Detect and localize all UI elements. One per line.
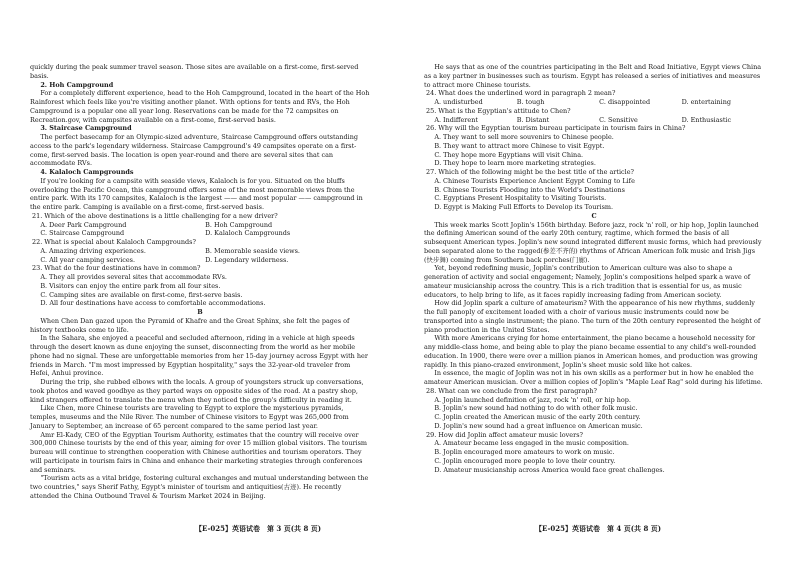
option: C. Camping sites are available on first-come, first-serve basis. <box>40 290 243 299</box>
paragraph: When Chen Dan gazed upon the Pyramid of Khafre and the Great Sphinx, she felt the pages of history textbooks come to life. <box>30 316 350 334</box>
option: A. They all provides several sites that accommodate RVs. <box>40 273 227 281</box>
paragraph: With more Americans crying for home entertainment, the piano became a household necessity for any middle-class home, and being able to play the piano became essential to any child's well-rounded education. In 1900, there were over a million pianos in American homes, and production was growing rapidly. In this piano-crazed environment, Joplin's sheet music sold like hot cakes. <box>424 334 758 369</box>
option: B. Visitors can enjoy the entire park from all four sites. <box>40 281 221 290</box>
paragraph: Amr El-Kady, CEO of the Egyptian Tourism Authority, estimates that the country will receive over 300,000 Chinese tourists by the end of this year, aiming for over 15 million global visitors. The tourism bureau will continue to strengthen cooperation with Chinese authorities and tourism operators. They will participate in tourism fairs in China and enhance their marketing strategies through conferences and seminars. <box>30 430 368 474</box>
page-footer: 【E-025】英语试卷 第 4 页(共 8 页) <box>535 524 662 533</box>
option: B. They want to attract more Chinese to visit Egypt. <box>434 141 605 150</box>
option: C. All year camping services. <box>40 255 136 264</box>
option: D. All four destinations have access to comfortable accommodations. <box>40 299 266 308</box>
section-label: C <box>591 211 597 220</box>
section-heading: 2. Hoh Campground <box>40 80 114 89</box>
page-3-column <box>30 63 370 501</box>
paragraph: "Tourism acts as a vital bridge, fostering cultural exchanges and mutual understanding between the two countries," says Sherif Fathy, Egypt's minister of tourism and antiquities(古迹). He recently attended the China Outbound Travel & Tourism Market 2024 in Beijing. <box>30 474 369 500</box>
option: A. Joplin launched definition of jazz, rock 'n' roll, or hip hop. <box>434 395 631 404</box>
option: B. tough <box>516 98 545 106</box>
question-28: 28. What can we conclude from the first paragraph? <box>426 386 597 395</box>
paragraph: In essence, the magic of Joplin was not in his own skills as a performer but in how he enabled the amateur American musician. Over a million copies of Joplin's "Maple Leaf Rag" sold during his lifetime. <box>424 369 763 386</box>
paragraph: In the Sahara, she enjoyed a peaceful and secluded afternoon, riding in a vehicle at high speeds through the desert known as dune enjoying the sunset, disconnecting from the world as her mobile phone had no signal. These are unforgettable memories from her 15-day journey across Egypt with her friends in March. "I'm most impressed by Egyptian hospitality," says the 32-year-old traveler from Hefei, Anhui province. <box>30 334 368 378</box>
option: C. Joplin created the American music of the early 20th century. <box>434 413 641 421</box>
page-4-column <box>424 63 764 474</box>
option: B. Distant <box>516 115 550 124</box>
option: B. Hoh Campground <box>205 220 273 229</box>
option: D. They hope to learn more marketing strategies. <box>434 159 596 168</box>
option: A. Indifferent <box>434 115 478 124</box>
paragraph: Yet, beyond redefining music, Joplin's contribution to American culture was also to shape a generation of activity and social engagement; Namely, Joplin's compositions helped spark a wave of amateur musicianship across the country. This is a rich tradition that is essential for us, as music educators, to help bring to life, as it faces rapidly increasing fading from American society. <box>424 264 751 299</box>
option: D. Legendary wilderness. <box>205 255 289 264</box>
question-25: 25. What is the Egyptian's attitude to Chen? <box>426 106 571 115</box>
option: C. Sensitive <box>599 115 638 124</box>
option: D. Amateur musicianship across America would face great challenges. <box>434 465 665 474</box>
paragraph: How did Joplin spark a culture of amateurism? With the appearance of his new rhythms, suddenly the full panoply of excitement loaded with a choir of various music instruments could now be transported into a single instrument; the piano. The turn of the 20th century represented the height of piano production in the United States. <box>424 299 761 334</box>
paragraph: If you're looking for a campsite with seaside views, Kalaloch is for you. Situated on the bluffs overlooking the Pacific Ocean, this campground offers some of the most memorable views from the entire park. With its 170 campsites, Kalaloch is the largest —— and most popular —— campground in the entire park. Camping is available on a first-come, first-served basis. <box>30 176 363 211</box>
paragraph: This week marks Scott Joplin's 156th birthday. Before jazz, rock 'n' roll, or hip hop, Joplin launched the defining American sound of the early 20th century, ragtime, which formed the basis of all subsequent American types. Joplin's new sound integrated different music forms, which had previously been separated alone to the ragged(参差不齐的) rhythms of African American folk music and Irish Jigs (快步舞) coming from Southern back porches(门廊). <box>424 220 762 264</box>
options-row <box>30 221 370 230</box>
question-23: 23. What do the four destinations have in common? <box>32 264 201 273</box>
option: D. Kalaloch Campgrounds <box>205 229 291 238</box>
option: B. Chinese Tourists Flooding into the World's Destinations <box>434 185 625 194</box>
option: D. Enthusiastic <box>681 115 732 124</box>
option: C. They hope more Egyptians will visit China. <box>434 150 584 159</box>
option: A. They want to sell more souvenirs to Chinese people. <box>434 133 614 141</box>
option: C. disappointed <box>599 98 651 106</box>
option: A. Amateur became less engaged in the music composition. <box>434 439 629 448</box>
paragraph: quickly during the peak summer travel season. Those sites are available on a first-come, first-served basis. <box>30 63 359 80</box>
option: B. Joplin encouraged more amateurs to work on music. <box>434 448 615 456</box>
section-heading: 4. Kalaloch Campgrounds <box>40 168 134 176</box>
option: D. entertaining <box>681 98 731 106</box>
paragraph: He says that as one of the countries participating in the Belt and Road Initiative, Egypt views China as a key partner in businesses such as tourism. Egypt has released a series of initiatives and measures to attract more Chinese tourists. <box>424 63 762 89</box>
question-27: 27. Which of the following might be the best title of the article? <box>426 168 634 176</box>
options-row <box>30 229 370 238</box>
paragraph: Like Chen, more Chinese tourists are traveling to Egypt to explore the mysterious pyramids, temples, museums and the Nile River. The number of Chinese visitors to Egypt was 265,000 from January to September, an increase of 65 percent compared to the same period last year. <box>30 404 349 430</box>
option: D. Egypt is Making Full Efforts to Develop its Tourism. <box>434 203 614 211</box>
option: C. Staircase Campground <box>40 229 125 238</box>
options-row <box>30 256 370 265</box>
question-24: 24. What does the underlined word in paragraph 2 mean? <box>426 89 616 98</box>
options-row <box>30 247 370 256</box>
question-21: 21. Which of the above destinations is a little challenging for a new driver? <box>32 211 278 220</box>
option: C. Egyptians Present Hospitality to Visiting Tourists. <box>434 194 607 203</box>
section-heading: 3. Staircase Campground <box>40 124 132 133</box>
option: D. Joplin's new sound had a great influence on American music. <box>434 421 643 430</box>
paragraph: For a completely different experience, head to the Hoh Campground, located in the heart of the Hoh Rainforest which feels like you're visiting another planet. With options for tents and RVs, the Hoh Campground is a popular one all year long. Reservations can be made for the 72 campsites on Recreation.gov, with campsites available on a first-come, first-served basis. <box>30 89 370 124</box>
option: A. Chinese Tourists Experience Ancient Egypt Coming to Life <box>434 176 635 185</box>
option: A. undisturbed <box>434 98 483 106</box>
question-29: 29. How did Joplin affect amateur music lovers? <box>426 430 583 439</box>
question-22: 22. What is special about Kalaloch Campgrounds? <box>32 238 196 246</box>
page-footer: 【E-025】英语试卷 第 3 页(共 8 页) <box>195 524 322 533</box>
options-row <box>424 98 764 107</box>
paragraph: During the trip, she rubbed elbows with the locals. A group of youngsters struck up conversations, took photos and waved goodbye as they parted ways on opposite sides of the road. At a pastry shop, kind strangers offered to translate the menu when they noticed the group's difficulty in reading it. <box>30 378 364 404</box>
option: C. Joplin encouraged more people to love their country. <box>434 456 616 465</box>
question-26: 26. Why will the Egyptian tourism bureau participate in tourism fairs in China? <box>426 124 686 133</box>
option: B. Memorable seaside views. <box>205 246 300 255</box>
options-row <box>424 116 764 125</box>
paragraph: The perfect basecamp for an Olympic-sized adventure, Staircase Campground offers outstanding access to the park's legendary wilderness. Staircase Campground's 49 campsites operate on a first-come, first-served basis. The location is open year-round and there are several sites that can accommodate RVs. <box>30 133 358 168</box>
option: A. Amazing driving experiences. <box>40 246 146 255</box>
option: B. Joplin's new sound had nothing to do with other folk music. <box>434 404 638 413</box>
section-label: B <box>197 308 203 316</box>
option: A. Deer Park Campground <box>40 220 127 229</box>
